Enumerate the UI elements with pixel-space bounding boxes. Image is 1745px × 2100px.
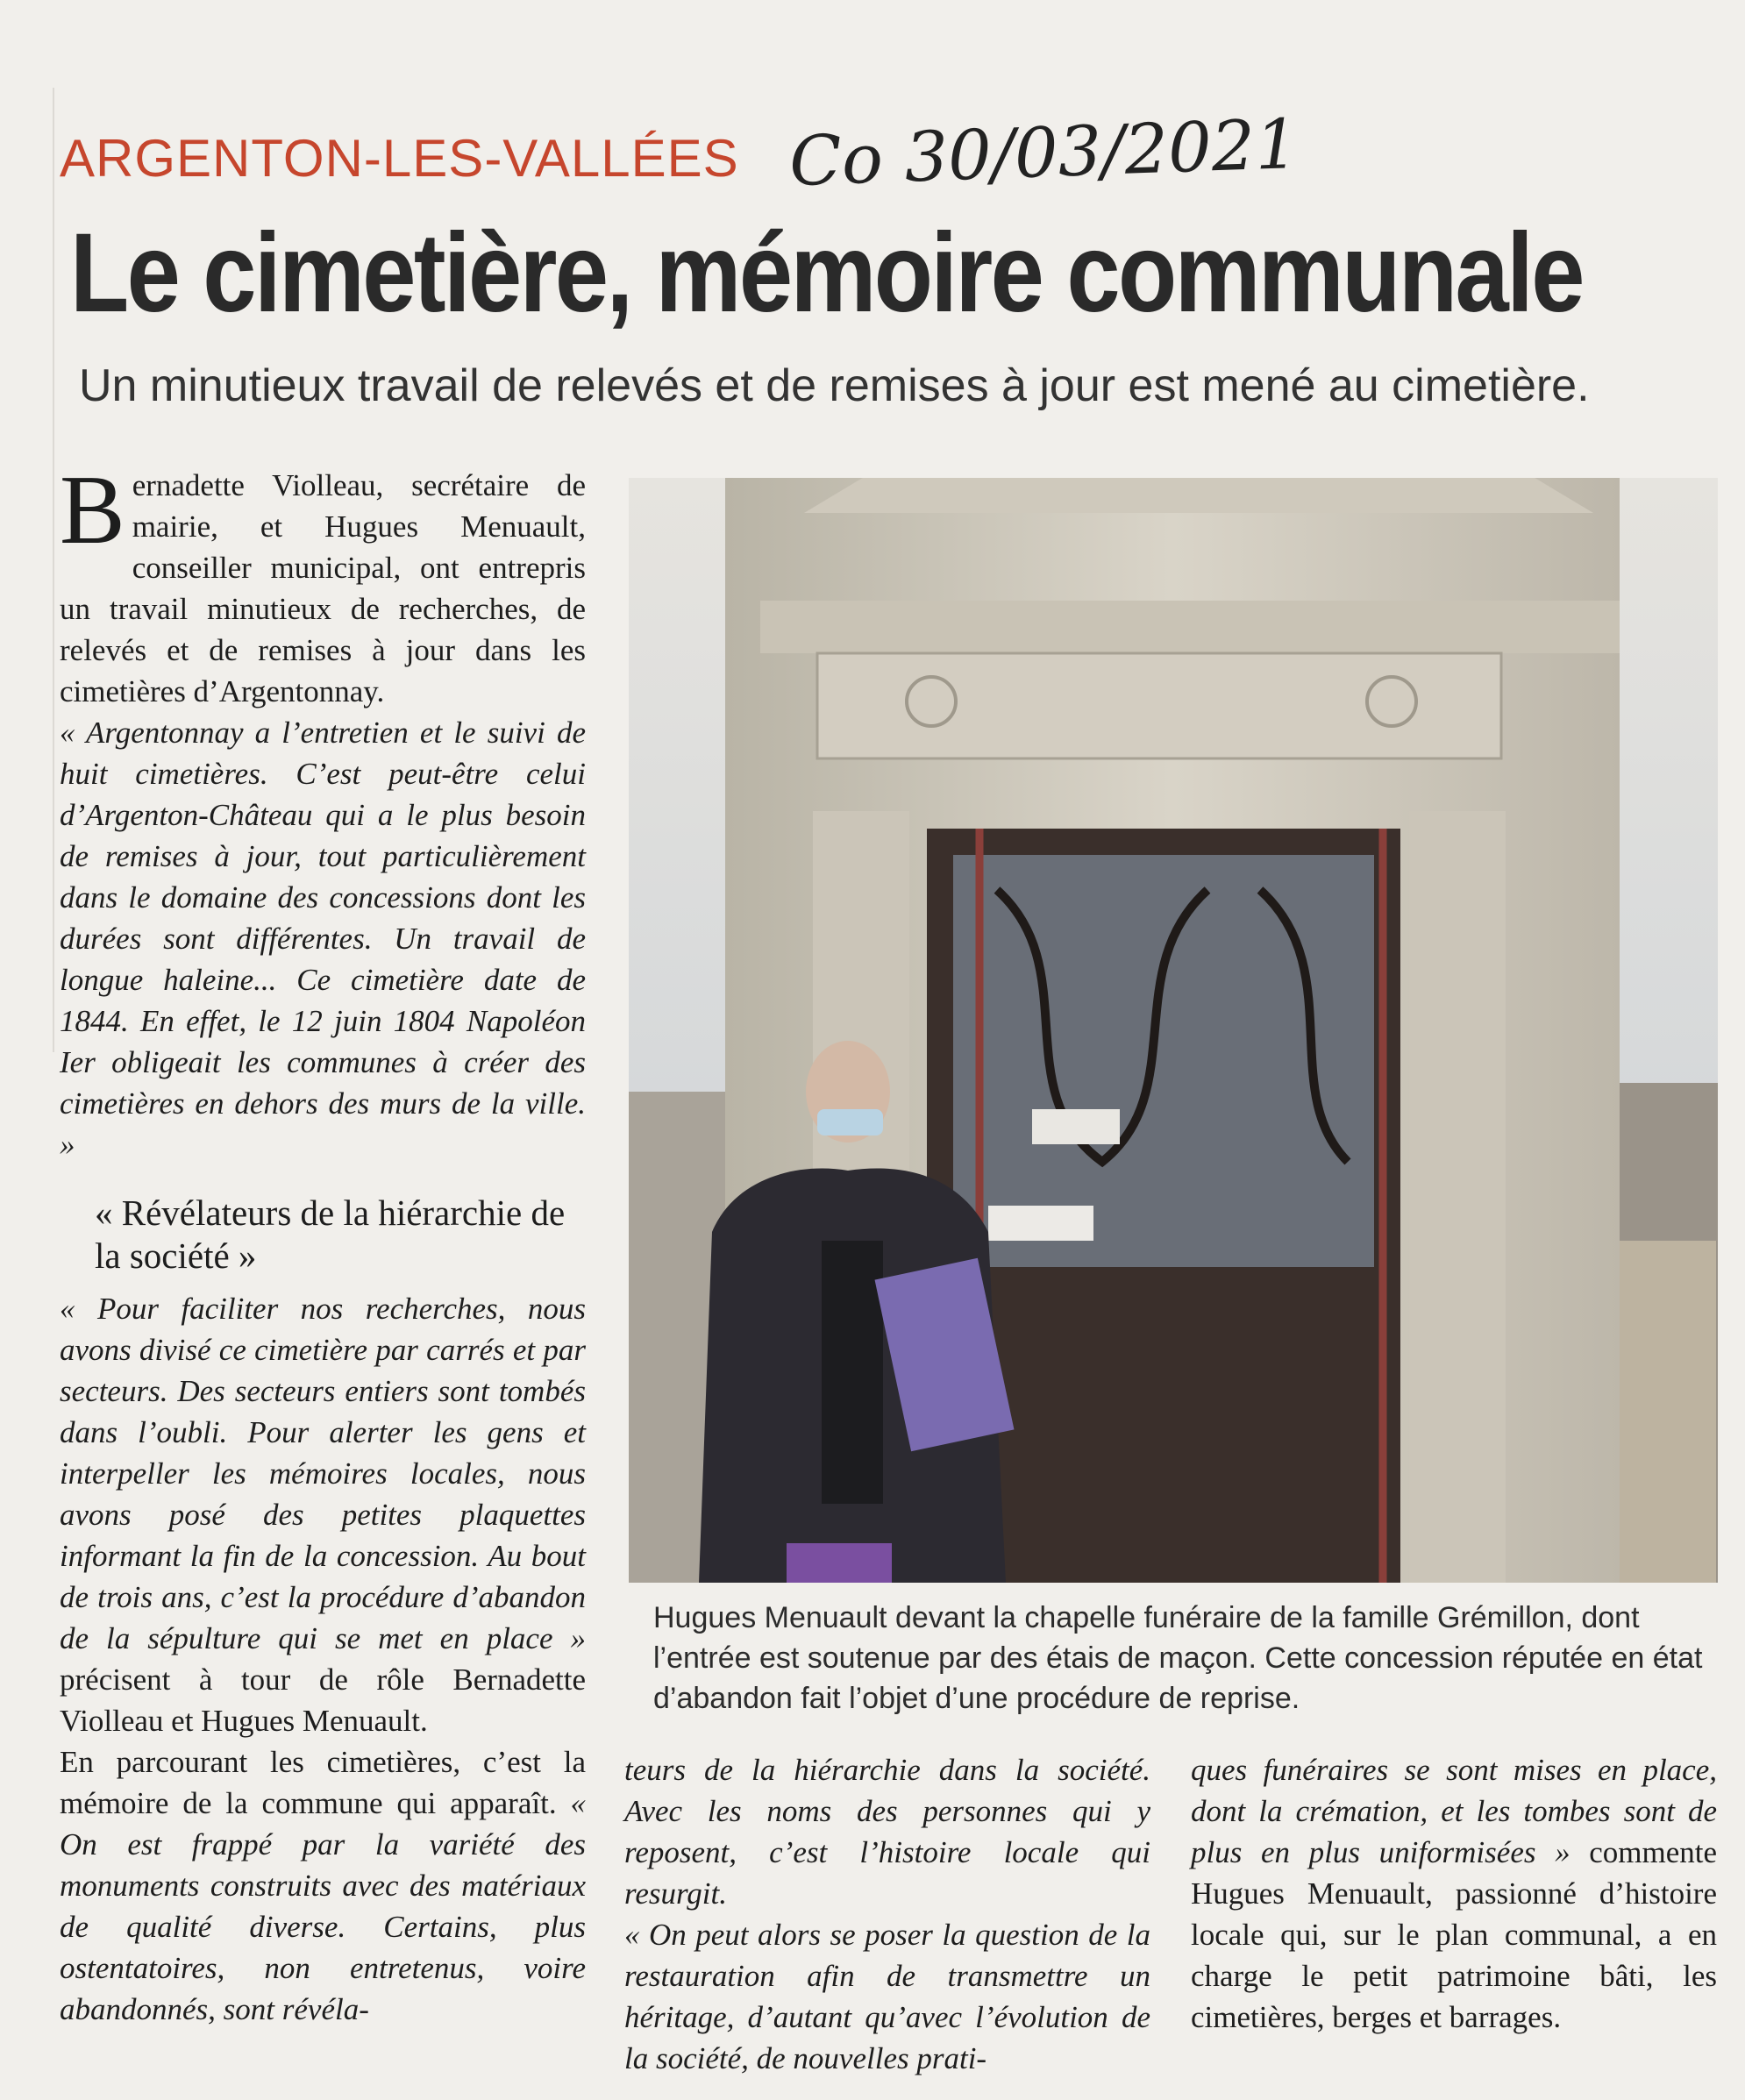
drop-cap: B bbox=[60, 456, 125, 565]
paragraph-4: En parcourant les cimetières, c’est la mémoire de la commune qui apparaît. « On est frappé par la variété des monuments construits avec des matériaux de qualité diverse. Certains, plus ostentatoires, non entretenus, voire abandonnés, sont révéla- bbox=[60, 1745, 586, 2026]
paragraph-quote-2: « Pour faciliter nos recherches, nous avons divisé ce cimetière par carrés et par secteurs. Des secteurs entiers sont tombés dans l’oubli. Pour alerter les gens et interpeller les mémoires locales, nous avons posé des petites plaquettes informant la fin de la concession. Au bout de trois ans, c’est la procédure d’abandon de la sépulture qui se met en place » précisent à tour de rôle Bernadette Violleau et Hugues Menuault. bbox=[60, 1292, 586, 1738]
paragraph-intro: Bernadette Violleau, secrétaire de mairie, et Hugues Menuault, conseiller municipal, ont entrepris un travail minutieux de recherches, de relevés et de remises à jour dans les cimetières d’Argentonnay. bbox=[60, 456, 586, 708]
subheading: « Révélateurs de la hiérarchie de la société » bbox=[95, 1192, 566, 1276]
paragraph-col2-2: « On peut alors se poser la question de la restauration afin de transmettre un héritage, d’autant qu’avec l’évolution de la société, de nouvelles prati- bbox=[624, 1918, 1150, 2075]
article-photo bbox=[629, 478, 1718, 1583]
bleed-through-left bbox=[0, 88, 54, 1052]
paragraph-quote-1: « Argentonnay a l’entretien et le suivi de huit cimetières. C’est peut-être celui d’Argenton-Château qui a le plus besoin de remises à jour, tout particulièrement dans le domaine des concessions dont les durées sont différentes. Un travail de longue haleine... Ce cimetière date de 1844. En effet, le 12 juin 1804 Napoléon Ier obligeait les communes à créer des cimetières en dehors des murs de la ville. » bbox=[60, 715, 586, 1162]
photo-caption: Hugues Menuault devant la chapelle funéraire de la famille Grémillon, dont l’entrée est soutenue par des étais de maçon. Cette concession réputée en état d’abandon fait l’objet d’une procédure de reprise. bbox=[653, 1601, 1703, 1715]
article-column-1 bbox=[60, 456, 586, 2030]
article-column-3 bbox=[1191, 1749, 1717, 2038]
standfirst: Un minutieux travail de relevés et de remises à jour est mené au cimetière. bbox=[79, 360, 1590, 411]
paragraph-col3-1: ques funéraires se sont mises en place, dont la crémation, et les tombes sont de plus en plus uniformisées » commente Hugues Menuault, passionné d’histoire locale qui, sur le plan communal, a en charge le petit patrimoine bâti, les cimetières, berges et barrages. bbox=[1191, 1753, 1717, 2034]
section-kicker: ARGENTON-LES-VALLÉES bbox=[60, 129, 739, 188]
photo-funeral-chapel bbox=[629, 478, 1718, 1583]
paragraph-col2-1: teurs de la hiérarchie dans la société. Avec les noms des personnes qui y reposent, c’est l’histoire locale qui resurgit. bbox=[624, 1753, 1150, 1911]
headline: Le cimetière, mémoire communale bbox=[70, 210, 1583, 336]
article-column-2 bbox=[624, 1749, 1150, 2079]
handwritten-date: Co 30/03/2021 bbox=[787, 104, 1300, 203]
